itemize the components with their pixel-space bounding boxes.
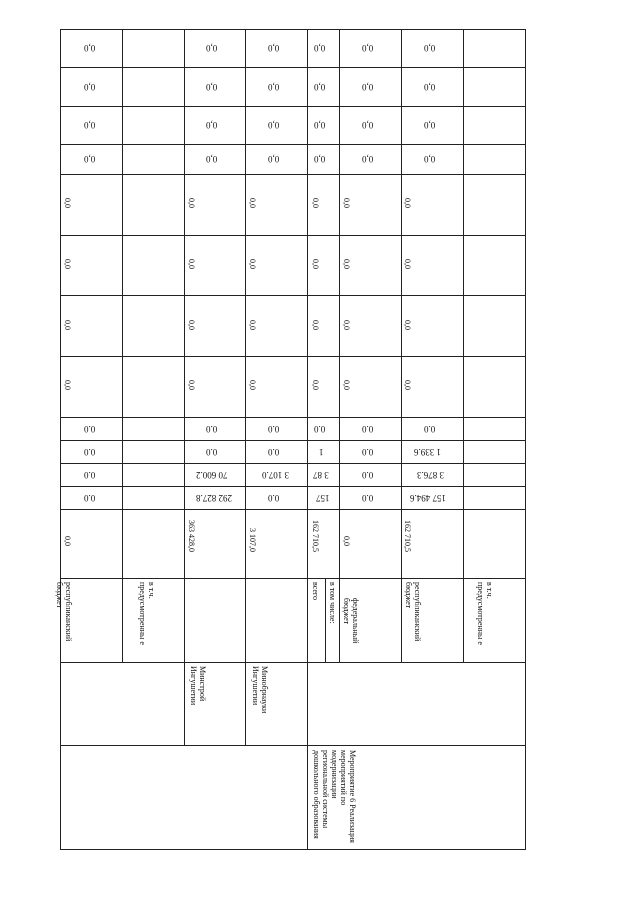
cell-y4: 0.0 (362, 424, 374, 434)
cell-q2: 0,0 (424, 82, 436, 92)
cell-source: в т.ч. предусмотренны е (476, 582, 494, 645)
cell-q3: 0,0 (206, 120, 218, 130)
cell-q1: 0,0 (314, 43, 326, 53)
cell-y3: 0.0 (84, 447, 96, 457)
cell-p2: 0,0 (403, 259, 412, 269)
table-line (60, 509, 525, 510)
cell-q1: 0,0 (362, 43, 374, 53)
table-line (60, 356, 525, 357)
cell-p2: 0,0 (342, 259, 351, 269)
cell-y1: 0.0 (84, 493, 96, 503)
cell-y2: 0.0 (362, 470, 374, 480)
cell-p1: 0,0 (342, 198, 351, 208)
cell-p4: 0,0 (342, 380, 351, 390)
cell-total: 0,0 (342, 536, 351, 546)
cell-y4: 0.0 (84, 424, 96, 434)
cell-q1: 0,0 (424, 43, 436, 53)
cell-y2: 3 87 (313, 470, 329, 480)
cell-y1: 292 827.8 (196, 493, 232, 503)
table-border-bottom (60, 849, 525, 850)
table-line (60, 440, 525, 441)
table-border-right (525, 29, 526, 850)
cell-y3: 0.0 (268, 447, 280, 457)
cell-q2: 0,0 (314, 82, 326, 92)
cell-total: 162 710,5 (403, 520, 412, 552)
cell-y1: 0.0 (268, 493, 280, 503)
cell-total: 363 428,0 (187, 520, 196, 552)
cell-p1: 0,0 (311, 198, 320, 208)
table-line (60, 578, 525, 579)
cell-y4: 0.0 (206, 424, 218, 434)
cell-source: федеральный бюджет (342, 598, 360, 644)
table-line (60, 106, 525, 107)
cell-p4: 0,0 (248, 380, 257, 390)
table-line (60, 144, 525, 145)
cell-q3: 0,0 (84, 120, 96, 130)
cell-q1: 0,0 (268, 43, 280, 53)
cell-p4: 0,0 (63, 380, 72, 390)
event-title: Мероприятие 6 Реализация мероприятий по модернизации региональной системы дошкольного образования (312, 750, 357, 843)
table-border-top (60, 29, 525, 30)
cell-source: в т.ч. предусмотренны е (138, 582, 156, 645)
cell-q2: 0,0 (268, 82, 280, 92)
cell-p2: 0,0 (187, 259, 196, 269)
cell-p3: 0,0 (311, 320, 320, 330)
table-line (463, 29, 464, 662)
cell-p2: 0,0 (311, 259, 320, 269)
cell-y2: 3 876.3 (417, 470, 444, 480)
table-line (60, 662, 525, 663)
cell-executor: Минстрой Ингушетии (189, 666, 207, 706)
cell-y3: 1 (319, 447, 324, 457)
table-line (60, 174, 525, 175)
cell-p4: 0,0 (403, 380, 412, 390)
table-line (184, 29, 185, 746)
cell-total: 0,0 (63, 536, 72, 546)
cell-q2: 0,0 (206, 82, 218, 92)
table-line (60, 67, 525, 68)
table-line (245, 29, 246, 746)
cell-q4: 0,0 (84, 154, 96, 164)
table-line (339, 29, 340, 662)
table-line (60, 486, 525, 487)
cell-y2: 0.0 (84, 470, 96, 480)
table-line (122, 29, 123, 662)
cell-total: 3 107,0 (248, 528, 257, 552)
cell-p4: 0,0 (311, 380, 320, 390)
cell-p1: 0,0 (248, 198, 257, 208)
cell-p1: 0,0 (403, 198, 412, 208)
cell-q2: 0,0 (362, 82, 374, 92)
cell-p4: 0,0 (187, 380, 196, 390)
cell-p3: 0,0 (63, 320, 72, 330)
cell-q4: 0,0 (206, 154, 218, 164)
cell-y1: 157 (316, 493, 330, 503)
cell-y4: 0.0 (314, 424, 326, 434)
cell-y3: 1 339.6 (414, 447, 441, 457)
cell-y3: 0.0 (362, 447, 374, 457)
cell-p2: 0,0 (63, 259, 72, 269)
cell-y1: 157 494.6 (410, 493, 446, 503)
cell-q4: 0,0 (362, 154, 374, 164)
cell-source: республиканский бюджет (404, 582, 422, 642)
cell-q2: 0,0 (84, 82, 96, 92)
cell-y4: 0.0 (268, 424, 280, 434)
cell-p3: 0,0 (248, 320, 257, 330)
table-line (60, 745, 525, 746)
table-line (60, 463, 525, 464)
table-line (60, 235, 525, 236)
cell-q3: 0,0 (314, 120, 326, 130)
cell-p3: 0,0 (342, 320, 351, 330)
table-line (60, 417, 525, 418)
table-line (325, 578, 326, 662)
cell-source-including: в том числе: (328, 582, 337, 624)
cell-q4: 0,0 (314, 154, 326, 164)
cell-executor: Минобрнауки Ингушетии (251, 666, 269, 714)
cell-total: 162 710,5 (311, 520, 320, 552)
cell-y3: 0.0 (206, 447, 218, 457)
cell-q3: 0,0 (362, 120, 374, 130)
table-border-left (60, 29, 61, 850)
cell-y1: 0.0 (362, 493, 374, 503)
cell-y2: 3 107.0 (262, 470, 289, 480)
cell-q3: 0,0 (268, 120, 280, 130)
cell-source: республиканский бюджет (55, 582, 73, 642)
cell-p3: 0,0 (187, 320, 196, 330)
cell-source-total: всего (311, 582, 320, 601)
cell-p1: 0,0 (187, 198, 196, 208)
cell-p3: 0,0 (403, 320, 412, 330)
cell-p1: 0,0 (63, 198, 72, 208)
cell-p2: 0,0 (248, 259, 257, 269)
cell-q4: 0,0 (424, 154, 436, 164)
table-line (307, 29, 308, 850)
cell-q3: 0,0 (424, 120, 436, 130)
cell-y2: 70 600.2 (196, 470, 228, 480)
table-line (60, 295, 525, 296)
cell-y4: 0.0 (424, 424, 436, 434)
cell-q4: 0,0 (268, 154, 280, 164)
cell-q1: 0,0 (84, 43, 96, 53)
cell-q1: 0,0 (206, 43, 218, 53)
table-line (401, 29, 402, 662)
